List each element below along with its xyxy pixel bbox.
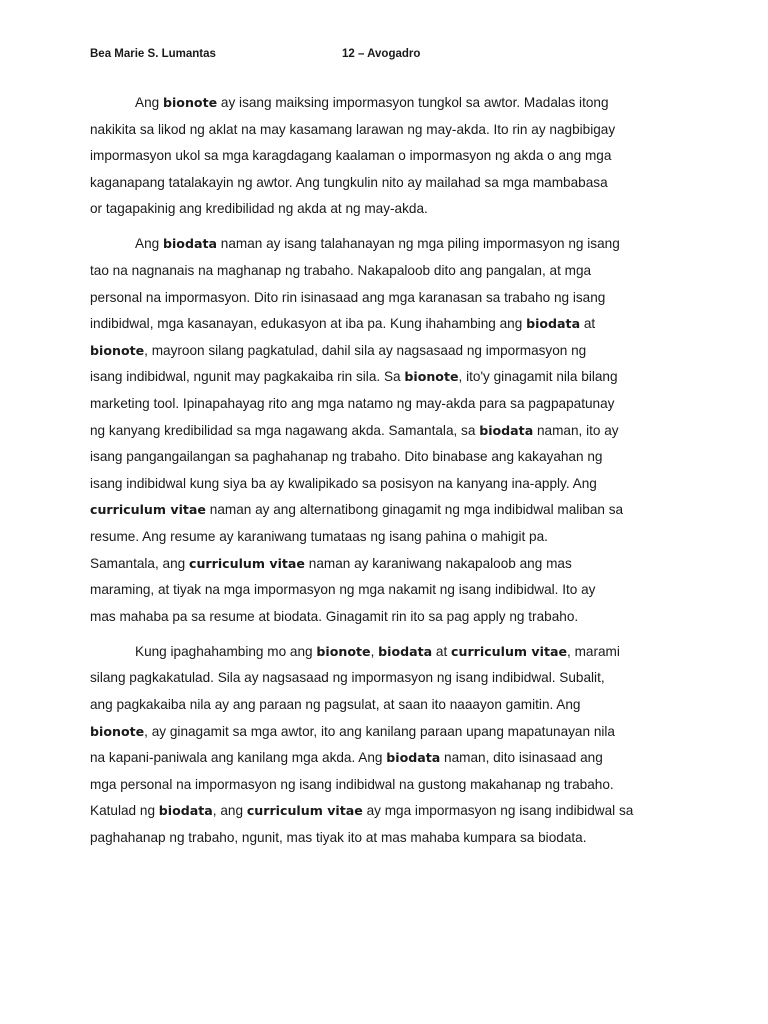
paragraph-3 (90, 639, 686, 852)
text-run: isang pangangailangan sa paghahanap ng trabaho. Dito binabase ang kakayahan ng (90, 449, 603, 465)
text-run: paghahanap ng trabaho, ngunit, mas tiyak ito at mas mahaba kumpara sa biodata. (90, 830, 587, 846)
bold-term: bionote (404, 369, 459, 385)
text-line (90, 719, 686, 746)
document-body (90, 90, 686, 860)
text-run: , (370, 643, 379, 659)
text-run: at (580, 316, 596, 332)
text-line (90, 665, 686, 692)
text-line (90, 551, 686, 578)
bold-term: curriculum vitae (90, 502, 206, 518)
bold-term: biodata (378, 643, 433, 659)
paragraph-2 (90, 231, 686, 630)
text-run: ang pagkakaiba nila ay ang paraan ng pagsulat, at saan ito naaayon gamitin. Ang (90, 697, 581, 713)
text-line (90, 692, 686, 719)
text-line (90, 524, 686, 551)
text-run: at (432, 643, 452, 659)
bold-term: bionote (162, 95, 218, 110)
text-run: naman, dito isinasaad ang (440, 750, 603, 766)
text-run: , marami (567, 643, 620, 659)
text-run: na kapani-paniwala ang kanilang mga akda. Ang (90, 750, 387, 766)
text-run: isang indibidwal kung siya ba ay kwalipikado sa posisyon na kanyang ina-apply. Ang (90, 475, 597, 491)
text-run: personal na impormasyon. Dito rin isinasaad ang mga karanasan sa trabaho ng isang (90, 289, 606, 305)
bold-term: biodata (526, 316, 581, 332)
text-line (90, 143, 686, 170)
bold-term: bionote (90, 723, 145, 739)
bold-term: biodata (386, 750, 441, 766)
text-run: ay isang maiksing impormasyon tungkol sa awtor. Madalas itong (217, 95, 609, 110)
text-run: Ang (135, 236, 163, 252)
text-line (90, 604, 686, 631)
text-run: , ay ginagamit sa mga awtor, ito ang kanilang paraan upang mapatunayan nila (144, 723, 615, 739)
text-line (90, 444, 686, 471)
text-line (90, 258, 686, 285)
text-run: mga personal na impormasyon ng isang indibidwal na gustong makahanap ng trabaho. (90, 776, 614, 792)
text-line (90, 577, 686, 604)
text-run: tao na nagnanais na maghanap ng trabaho. Nakapaloob dito ang pangalan, at mga (90, 263, 592, 279)
text-run: indibidwal, mga kasanayan, edukasyon at iba pa. Kung ihahambing ang (90, 316, 527, 332)
paragraph-1 (90, 90, 686, 223)
text-run: ay mga impormasyon ng isang indibidwal sa (362, 803, 634, 819)
text-run: naman ay isang talahanayan ng mga piling impormasyon ng isang (216, 236, 620, 252)
text-line (90, 825, 686, 852)
text-line (90, 798, 686, 825)
bold-term: bionote (316, 643, 371, 659)
bold-term: curriculum vitae (189, 555, 305, 571)
text-line (90, 391, 686, 418)
text-line (90, 117, 686, 144)
text-run: ng kanyang kredibilidad sa mga nagawang akda. Samantala, sa (90, 422, 480, 438)
text-run: , mayroon silang pagkatulad, dahil sila ay nagsasaad ng impormasyon ng (144, 342, 587, 358)
text-line (90, 497, 686, 524)
text-line (90, 418, 686, 445)
bold-term: biodata (479, 422, 534, 438)
text-run: silang pagkakatulad. Sila ay nagsasaad ng impormasyon ng isang indibidwal. Subalit, (90, 670, 605, 686)
text-run: Kung ipaghahambing mo ang (135, 643, 317, 659)
bold-term: biodata (162, 236, 217, 252)
text-run: mas mahaba pa sa resume at biodata. Ginagamit rin ito sa pag apply ng trabaho. (90, 608, 579, 624)
author-name: Bea Marie S. Lumantas (90, 48, 216, 60)
bold-term: curriculum vitae (451, 643, 568, 659)
text-run: , ito'y ginagamit nila bilang (458, 369, 618, 385)
text-run: maraming, at tiyak na mga impormasyon ng mga nakamit ng isang indibidwal. Ito ay (90, 582, 596, 598)
text-run: naman, ito ay (533, 422, 619, 438)
text-line (90, 231, 686, 258)
text-run: resume. Ang resume ay karaniwang tumataas ng isang pahina o mahigit pa. (90, 529, 548, 544)
bold-term: curriculum vitae (246, 803, 363, 819)
text-run: marketing tool. Ipinapahayag rito ang mga natamo ng may-akda para sa pagpapatunay (90, 396, 615, 412)
text-run: isang indibidwal, ngunit may pagkakaiba rin sila. Sa (90, 369, 405, 385)
document-header (90, 48, 690, 66)
text-line (90, 639, 686, 666)
bold-term: bionote (90, 342, 145, 358)
text-run: naman ay karaniwang nakapaloob ang mas (304, 555, 572, 571)
text-line (90, 311, 686, 338)
text-run: naman ay ang alternatibong ginagamit ng mga indibidwal maliban sa (205, 502, 624, 518)
text-line (90, 285, 686, 312)
text-line (90, 364, 686, 391)
text-run: kaganapang tatalakayin ng awtor. Ang tungkulin nito ay mailahad sa mga mambabasa (90, 174, 608, 190)
text-run: nakikita sa likod ng aklat na may kasamang larawan ng may-akda. Ito rin ay nagbibigay (90, 121, 616, 137)
bold-term: biodata (158, 803, 213, 819)
text-line (90, 772, 686, 799)
text-line (90, 471, 686, 498)
text-run: Katulad ng (90, 803, 159, 819)
text-line (90, 90, 686, 117)
text-line (90, 745, 686, 772)
text-run: Ang (135, 95, 163, 110)
text-line (90, 338, 686, 365)
text-run: , ang (212, 803, 247, 819)
text-run: Samantala, ang (90, 555, 189, 571)
text-line (90, 196, 686, 223)
text-run: impormasyon ukol sa mga karagdagang kaalaman o impormasyon ng akda o ang mga (90, 148, 612, 164)
text-run: or tagapakinig ang kredibilidad ng akda at ng may-akda. (90, 201, 428, 217)
text-line (90, 170, 686, 197)
class-section: 12 – Avogadro (342, 48, 421, 60)
